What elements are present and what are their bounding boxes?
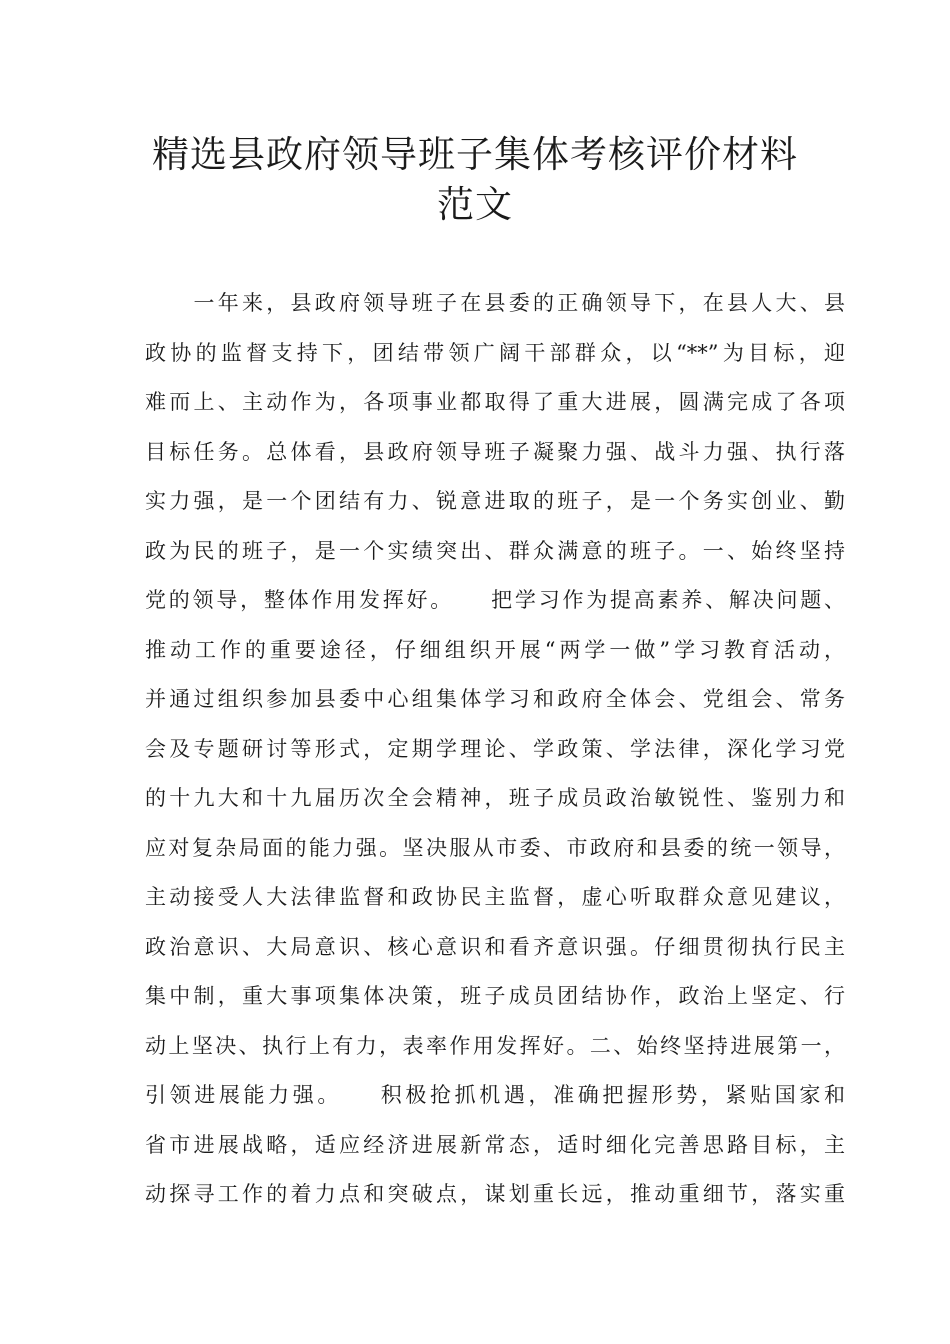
document-body (145, 279, 845, 1220)
body-line: 政协的监督支持下，团结带领广阔干部群众，以“**”为目标，迎 (145, 340, 845, 365)
body-line: 主动接受人大法律监督和政协民主监督，虚心听取群众意见建议， (145, 885, 845, 909)
body-line: 党的领导，整体作用发挥好。 把学习作为提高素养、解决问题、 (145, 588, 845, 612)
body-line: 目标任务。总体看，县政府领导班子凝聚力强、战斗力强、执行落 (145, 439, 845, 464)
body-line: 引领进展能力强。 积极抢抓机遇，准确把握形势，紧贴国家和 (145, 1083, 845, 1107)
body-line: 政治意识、大局意识、核心意识和看齐意识强。仔细贯彻执行民主 (145, 934, 845, 959)
body-line: 省市进展战略，适应经济进展新常态，适时细化完善思路目标，主 (145, 1132, 845, 1157)
body-line: 动上坚决、执行上有力，表率作用发挥好。二、始终坚持进展第一， (145, 1033, 845, 1058)
body-line: 应对复杂局面的能力强。坚决服从市委、市政府和县委的统一领导， (145, 835, 845, 860)
body-line: 并通过组织参加县委中心组集体学习和政府全体会、党组会、常务 (145, 687, 845, 711)
body-line: 政为民的班子，是一个实绩突出、群众满意的班子。一、始终坚持 (145, 538, 845, 563)
document-title-line-1: 精选县政府领导班子集体考核评价材料 (152, 133, 798, 176)
body-line: 的十九大和十九届历次全会精神，班子成员政治敏锐性、鉴别力和 (145, 786, 845, 810)
body-line: 动探寻工作的着力点和突破点，谋划重长远，推动重细节，落实重 (145, 1182, 845, 1206)
document-title-line-2: 范文 (437, 183, 513, 226)
body-line: 推动工作的重要途径，仔细组织开展“两学一做”学习教育活动， (145, 637, 845, 662)
body-line: 集中制，重大事项集体决策，班子成员团结协作，政治上坚定、行 (145, 984, 845, 1008)
body-line: 实力强，是一个团结有力、锐意进取的班子，是一个务实创业、勤 (145, 489, 845, 513)
body-line: 难而上、主动作为，各项事业都取得了重大进展，圆满完成了各项 (145, 390, 845, 414)
body-line: 一年来，县政府领导班子在县委的正确领导下，在县人大、县 (145, 291, 845, 315)
body-line: 会及专题研讨等形式，定期学理论、学政策、学法律，深化学习党 (145, 736, 845, 761)
